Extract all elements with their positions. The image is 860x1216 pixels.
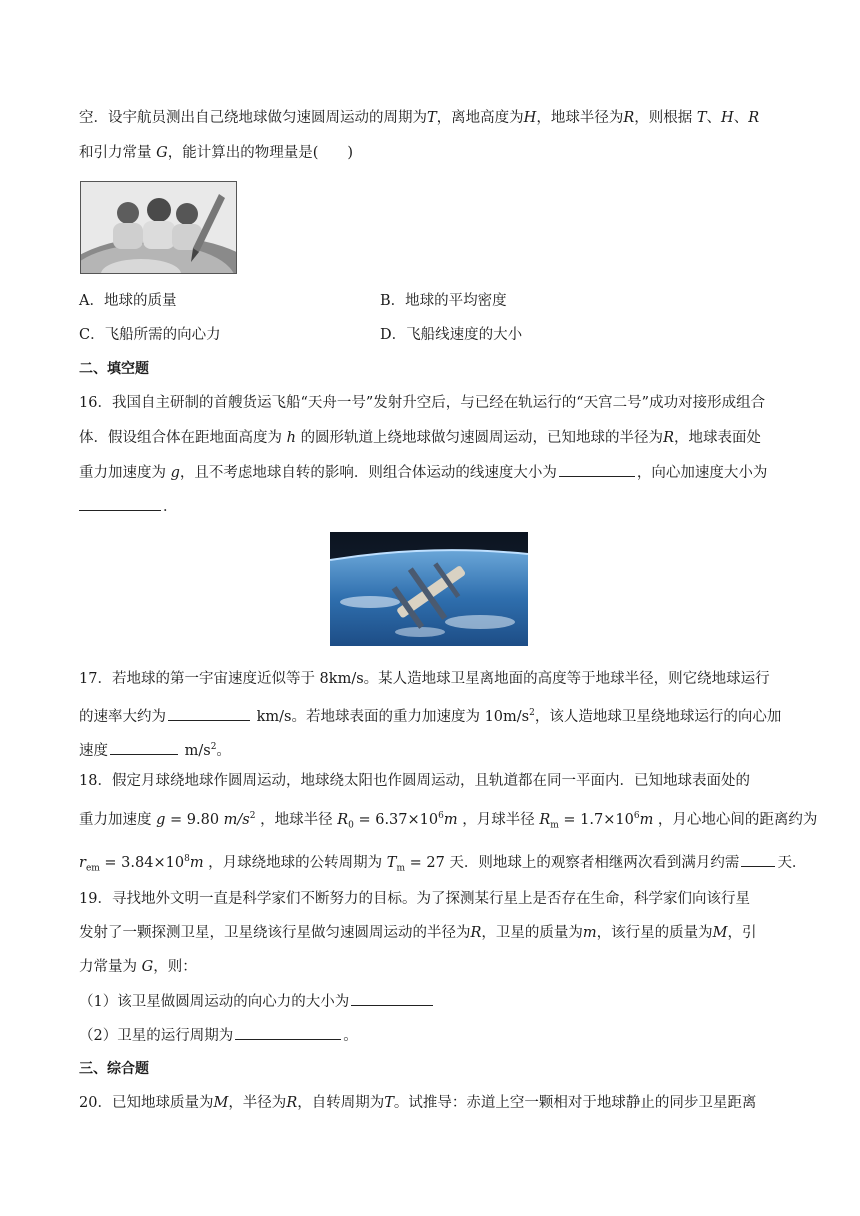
section-heading-fill-in: 二、填空题 [79, 361, 149, 377]
q17-line-3: 速度 $m/s^2$。 [79, 737, 231, 761]
q15-line-2: 和引力常量 G，能计算出的物理量是( ) [79, 145, 354, 161]
q18-line-2: 重力加速度 g = 9.80 $m/s^2$ ，地球半径 $R_0 = 6.37\times 10^6m$ ，月球半径 $R_m = 1.7\times 10^6m$ ，月心地心间的距离约为 [79, 811, 818, 831]
q16-line-2: 体．假设组合体在距地面高度为 h 的圆形轨道上绕地球做匀速圆周运动，已知地球的半径为R，地球表面处 [79, 430, 761, 446]
q19-line-3: 力常量为 G，则： [79, 959, 197, 975]
q19-blank-force[interactable] [351, 991, 433, 1006]
q18-blank-days[interactable] [741, 852, 775, 867]
q15-line-1: 空．设宇航员测出自己绕地球做匀速圆周运动的周期为T，离地高度为H，地球半径为R，则根据 T、H、R [79, 110, 760, 126]
q16-line-3: 重力加速度为 g，且不考虑地球自转的影响．则组合体运动的线速度大小为 ，向心加速度大小为 [79, 462, 767, 483]
q19-part-1: （1）该卫星做圆周运动的向心力的大小为 [79, 991, 435, 1012]
q17-line-2: 的速率大约为 km/s。若地球表面的重力加速度为 $10m/s^2$，该人造地球卫星绕地球运行的向心加 [79, 703, 781, 727]
q17-blank-acceleration[interactable] [110, 740, 178, 755]
q17-blank-speed[interactable] [168, 706, 250, 721]
astronauts-photo [80, 181, 237, 274]
q20-line-1: 20．已知地球质量为M，半径为R，自转周期为T。试推导：赤道上空一颗相对于地球静止的同步卫星距离 [79, 1095, 757, 1111]
section-heading-comprehensive: 三、综合题 [79, 1061, 149, 1077]
q19-line-2: 发射了一颗探测卫星，卫星绕该行星做匀速圆周运动的半径为R，卫星的质量为m，该行星的质量为M，引 [79, 925, 757, 941]
q18-line-1: 18．假定月球绕地球作圆周运动，地球绕太阳也作圆周运动，且轨道都在同一平面内．已知地球表面处的 [79, 773, 750, 789]
option-d[interactable]: D．飞船线速度的大小 [380, 327, 523, 343]
q19-blank-period[interactable] [235, 1025, 341, 1040]
q16-blank-velocity[interactable] [559, 462, 635, 477]
q17-line-1: 17．若地球的第一宇宙速度近似等于 8km/s。某人造地球卫星离地面的高度等于地球半径，则它绕地球运行 [79, 671, 770, 687]
q16-line-4: ． [79, 496, 178, 517]
option-a[interactable]: A．地球的质量 [79, 293, 177, 309]
q19-part-2: （2）卫星的运行周期为 。 [79, 1025, 358, 1046]
q19-line-1: 19．寻找地外文明一直是科学家们不断努力的目标。为了探测某行星上是否存在生命，科学家们向该行星 [79, 891, 750, 907]
space-station-photo [330, 532, 528, 646]
q18-line-3: $r_{em} = 3.84\times 10^8m$ ，月球绕地球的公转周期为 $T_m = 27$ 天．则地球上的观察者相继两次看到满月约需 天． [79, 849, 806, 879]
q16-line-1: 16．我国自主研制的首艘货运飞船“天舟一号”发射升空后，与已经在轨运行的“天宫二号”成功对接形成组合 [79, 395, 766, 411]
q16-blank-acceleration[interactable] [79, 496, 161, 511]
option-c[interactable]: C．飞船所需的向心力 [79, 327, 221, 343]
option-b[interactable]: B．地球的平均密度 [380, 293, 507, 309]
